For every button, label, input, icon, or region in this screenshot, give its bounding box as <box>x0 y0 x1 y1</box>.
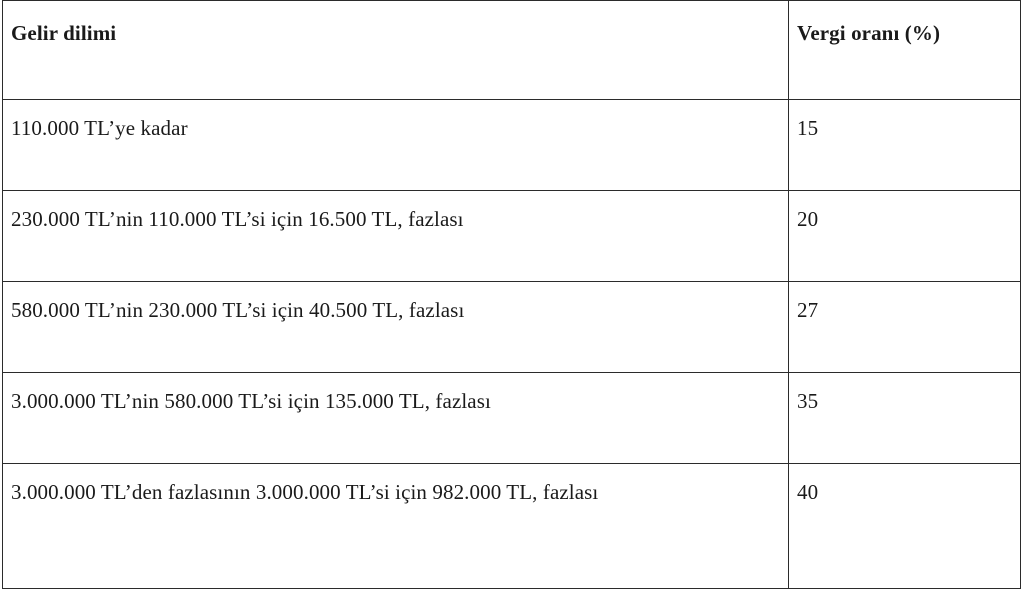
table-body <box>3 100 1021 589</box>
table-row <box>3 282 1021 373</box>
cell-bracket: 3.000.000 TL’nin 580.000 TL’si için 135.000 TL, fazlası <box>3 373 789 464</box>
table-row <box>3 373 1021 464</box>
cell-rate: 27 <box>789 282 1021 373</box>
table-header <box>3 1 1021 100</box>
table-header-row <box>3 1 1021 100</box>
cell-rate: 35 <box>789 373 1021 464</box>
table-row <box>3 100 1021 191</box>
cell-rate: 20 <box>789 191 1021 282</box>
income-tax-bracket-table <box>2 0 1021 589</box>
cell-bracket: 110.000 TL’ye kadar <box>3 100 789 191</box>
column-header-rate: Vergi oranı (%) <box>789 1 1021 100</box>
cell-bracket: 3.000.000 TL’den fazlasının 3.000.000 TL’si için 982.000 TL, fazlası <box>3 464 789 589</box>
cell-rate: 15 <box>789 100 1021 191</box>
cell-bracket: 230.000 TL’nin 110.000 TL’si için 16.500 TL, fazlası <box>3 191 789 282</box>
cell-bracket: 580.000 TL’nin 230.000 TL’si için 40.500 TL, fazlası <box>3 282 789 373</box>
cell-rate: 40 <box>789 464 1021 589</box>
table-row <box>3 464 1021 589</box>
column-header-bracket: Gelir dilimi <box>3 1 789 100</box>
table-row <box>3 191 1021 282</box>
